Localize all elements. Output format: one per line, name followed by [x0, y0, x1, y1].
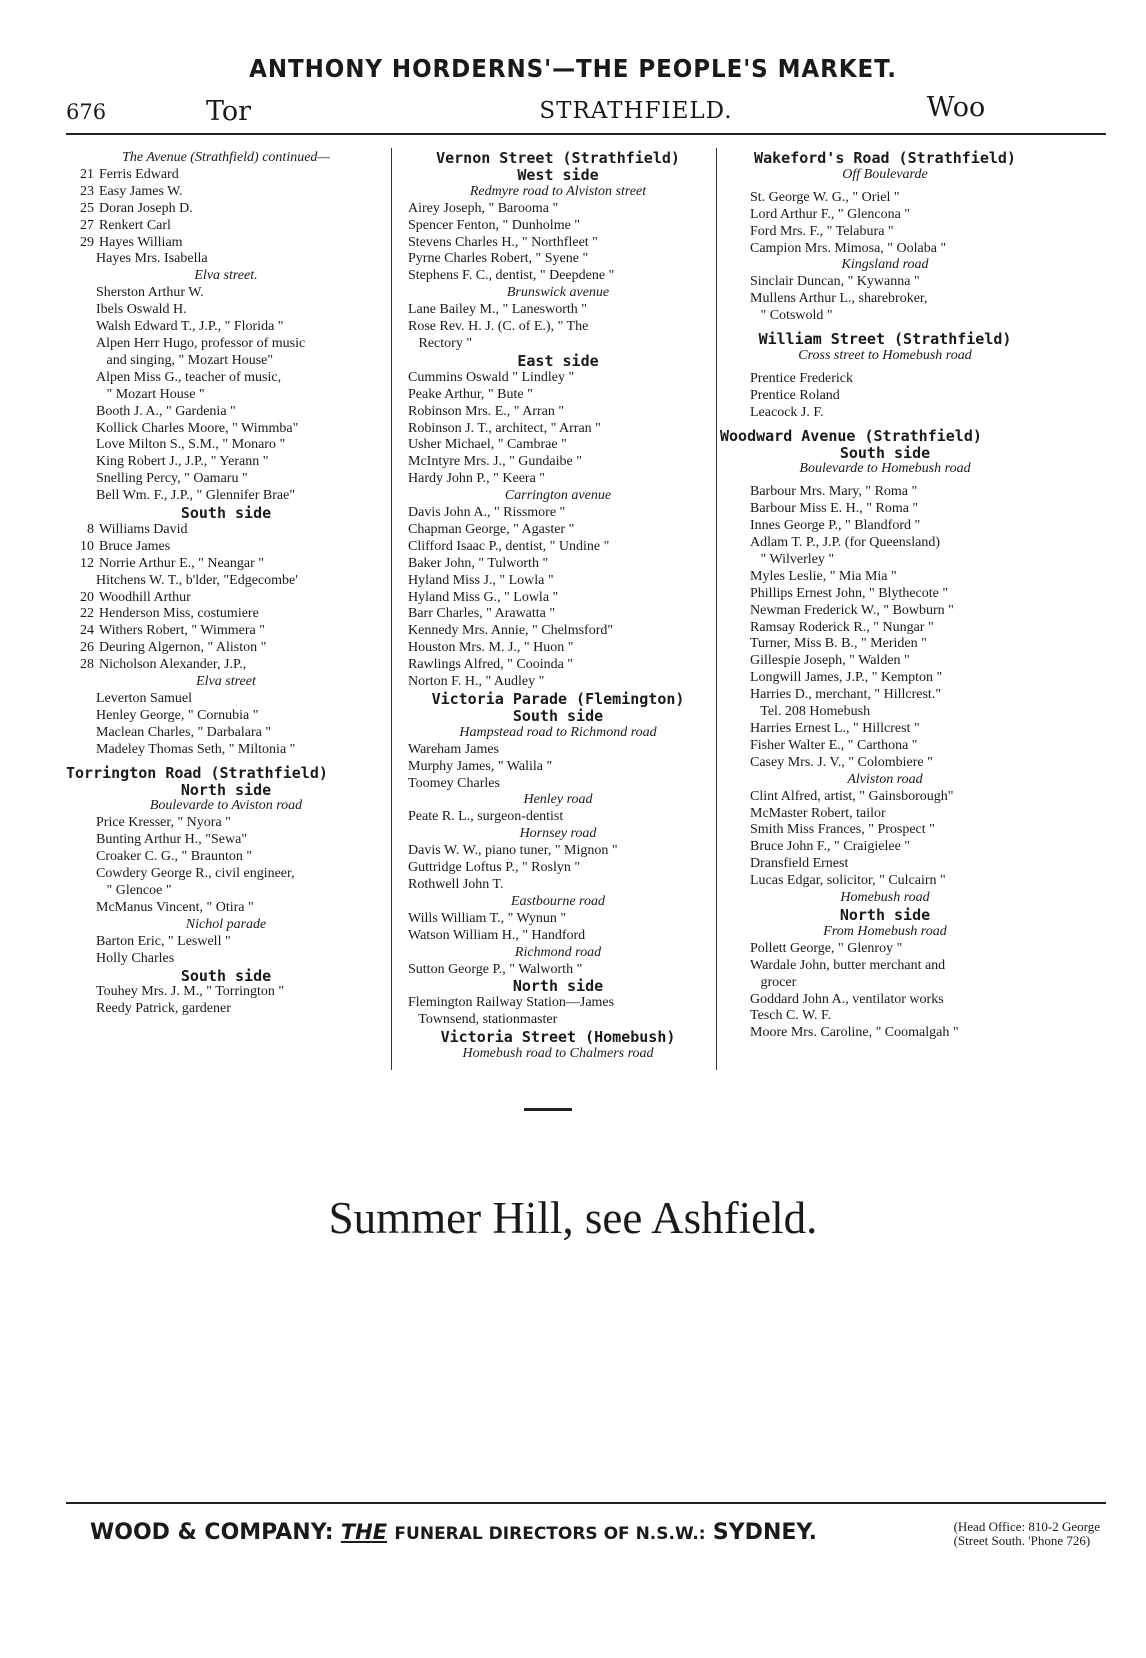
directory-entry: Rothwell John T.	[408, 876, 504, 892]
directory-entry: Robinson Mrs. E., " Arran "	[408, 403, 565, 419]
directory-entry: Stephens F. C., dentist, " Deepdene "	[408, 268, 615, 284]
directory-entry: Rawlings Alfred, " Cooinda "	[408, 657, 574, 673]
resident-name: Hayes William	[99, 234, 183, 250]
house-number: 22	[80, 606, 94, 622]
directory-entry: Harries Ernest L., " Hillcrest "	[750, 721, 920, 736]
directory-entry: Pollett George, " Glenroy "	[750, 940, 903, 956]
directory-entry: Pyrne Charles Robert, " Syene "	[408, 251, 589, 267]
directory-entry: Bell Wm. F., J.P., " Glennifer Brae"	[96, 488, 296, 504]
directory-entry: Holly Charles	[96, 950, 175, 966]
resident-name: Williams David	[99, 521, 188, 537]
side-heading: Wakeford's Road (Strathfield)	[754, 150, 1016, 167]
directory-entry: Sinclair Duncan, " Kywanna "	[750, 274, 920, 290]
directory-entry: Wareham James	[408, 741, 499, 757]
cross-street: Elva street	[196, 674, 256, 690]
directory-entry	[66, 218, 386, 235]
column-1	[66, 150, 386, 1018]
directory-entry: Hayes Mrs. Isabella	[96, 251, 208, 267]
directory-entry: Airey Joseph, " Barooma "	[408, 200, 559, 216]
directory-entry: Bruce John F., " Craigielee "	[750, 839, 910, 855]
side-heading: South side	[180, 505, 272, 522]
directory-entry: Hyland Miss J., " Lowla "	[408, 572, 554, 588]
directory-entry: Harries D., merchant, " Hillcrest."	[750, 687, 942, 703]
cross-street: Brunswick avenue	[506, 285, 610, 301]
side-heading: East side	[517, 352, 599, 370]
directory-entry: Cowdery George R., civil engineer,	[96, 866, 295, 882]
cross-street: Cross street to Homebush road	[798, 347, 972, 363]
directory-entry: Ibels Oswald H.	[96, 302, 187, 318]
directory-entry	[66, 235, 386, 252]
house-number: 29	[80, 234, 94, 250]
directory-entry: " Mozart House "	[96, 386, 205, 402]
cross-street: Carrington avenue	[504, 488, 612, 504]
cross-street: Nichol parade	[185, 916, 267, 932]
side-heading: Victoria Street (Homebush)	[440, 1029, 676, 1047]
directory-entry: Peate R. L., surgeon-dentist	[408, 809, 564, 825]
resident-name: Withers Robert, " Wimmera "	[99, 623, 265, 639]
page-banner: ANTHONY HORDERNS'—THE PEOPLE'S MARKET.	[249, 54, 897, 83]
directory-entry: Tesch C. W. F.	[750, 1008, 832, 1024]
directory-entry: Kennedy Mrs. Annie, " Chelmsford"	[408, 623, 614, 639]
section-dash	[524, 1108, 572, 1111]
resident-name: Renkert Carl	[99, 217, 171, 233]
directory-entry: Clifford Isaac P., dentist, " Undine "	[408, 538, 610, 554]
house-number: 20	[80, 589, 94, 605]
directory-entry	[66, 184, 386, 201]
directory-entry: Henley George, " Cornubia "	[96, 707, 259, 723]
directory-entry: Clint Alfred, artist, " Gainsborough"	[750, 788, 954, 804]
directory-entry: Hyland Miss G., " Lowla "	[408, 589, 559, 605]
right-guide-word: Woo	[926, 92, 986, 123]
column-3	[720, 150, 1050, 1042]
directory-entry: Usher Michael, " Cambrae "	[408, 437, 567, 453]
footer-rule	[66, 1502, 1106, 1504]
directory-entry: Watson William H., " Handford	[408, 927, 586, 943]
directory-entry: Chapman George, " Agaster "	[408, 521, 575, 537]
directory-entry: " Wilverley "	[750, 551, 835, 567]
directory-entry: Bunting Arthur H., "Sewa"	[96, 832, 248, 848]
cross-street: Homebush road to Chalmers road	[462, 1046, 654, 1062]
directory-entry: McMaster Robert, tailor	[750, 805, 886, 821]
directory-entry: Price Kresser, " Nyora "	[96, 815, 231, 831]
column-2	[408, 150, 708, 1063]
house-number: 28	[80, 657, 94, 673]
directory-entry: Barbour Mrs. Mary, " Roma "	[750, 484, 918, 500]
column-divider-2	[716, 148, 717, 1070]
directory-entry: Campion Mrs. Mimosa, " Oolaba "	[750, 240, 947, 256]
house-number: 10	[80, 538, 94, 554]
directory-entry: Phillips Ernest John, " Blythecote "	[750, 585, 949, 601]
directory-entry: Lord Arthur F., " Glencona "	[750, 206, 911, 222]
directory-entry: St. George W. G., " Oriel "	[750, 189, 900, 205]
directory-entry: Longwill James, J.P., " Kempton "	[750, 670, 943, 686]
directory-entry: Houston Mrs. M. J., " Huon "	[408, 640, 574, 656]
directory-entry: Stevens Charles H., " Northfleet "	[408, 234, 598, 250]
house-number: 8	[87, 521, 94, 537]
directory-entry: Peake Arthur, " Bute "	[408, 386, 533, 402]
cross-street: Boulevarde to Aviston road	[149, 798, 303, 814]
directory-entry: Reedy Patrick, gardener	[96, 1001, 231, 1017]
directory-entry: Sherston Arthur W.	[96, 285, 204, 301]
directory-entry: Rose Rev. H. J. (C. of E.), " The	[408, 319, 589, 335]
page-number: 676	[66, 100, 107, 124]
side-heading: William Street (Strathfield)	[758, 331, 1012, 348]
directory-entry: Davis John A., " Rissmore "	[408, 505, 566, 521]
directory-entry: Wills William T., " Wynun "	[408, 910, 567, 926]
directory-entry: Murphy James, " Walila "	[408, 758, 553, 774]
footer-address-line-2: (Street South. 'Phone 726)	[953, 1533, 1091, 1548]
directory-entry: Prentice Frederick	[750, 370, 854, 386]
resident-name: Nicholson Alexander, J.P.,	[99, 657, 247, 673]
directory-entry: " Glencoe "	[96, 882, 172, 898]
cross-street: Hampstead road to Richmond road	[459, 724, 657, 740]
directory-entry: Robinson J. T., architect, " Arran "	[408, 420, 601, 436]
cross-street: The Avenue (Strathfield) continued—	[122, 150, 330, 165]
directory-entry: Madeley Thomas Seth, " Miltonia "	[96, 741, 296, 757]
cross-reference-notice: Summer Hill, see Ashfield.	[328, 1193, 818, 1243]
directory-entry	[66, 201, 386, 218]
directory-entry: Booth J. A., " Gardenia "	[96, 403, 236, 419]
footer-address	[954, 1520, 1100, 1548]
directory-entry: Toomey Charles	[408, 775, 500, 791]
footer-tagline: FUNERAL DIRECTORS OF N.S.W.:	[394, 1524, 706, 1544]
directory-entry: Myles Leslie, " Mia Mia "	[750, 568, 897, 584]
cross-street: Alviston road	[847, 771, 923, 787]
resident-name: Easy James W.	[99, 183, 183, 199]
resident-name: Bruce James	[99, 538, 171, 554]
house-number: 26	[80, 640, 94, 656]
house-number: 23	[80, 183, 94, 199]
left-guide-word: Tor	[206, 96, 252, 127]
directory-entry: Croaker C. G., " Braunton "	[96, 849, 253, 865]
side-heading: South side	[839, 444, 931, 462]
side-heading: South side	[512, 707, 604, 725]
directory-entry: Maclean Charles, " Darbalara "	[96, 724, 272, 740]
section-title: STRATHFIELD.	[539, 98, 733, 124]
directory-entry: Norton F. H., " Audley "	[408, 674, 545, 690]
directory-entry: Fisher Walter E., " Carthona "	[750, 737, 918, 753]
directory-entry: Tel. 208 Homebush	[750, 704, 871, 720]
house-number: 25	[80, 200, 94, 216]
directory-entry: Davis W. W., piano tuner, " Mignon "	[408, 843, 618, 859]
house-number: 24	[80, 623, 94, 639]
directory-entry	[66, 606, 386, 623]
directory-entry	[66, 623, 386, 640]
side-heading: South side	[180, 967, 272, 985]
directory-entry: Goddard John A., ventilator works	[750, 991, 944, 1007]
directory-entry: McIntyre Mrs. J., " Gundaibe "	[408, 454, 582, 470]
directory-entry: Turner, Miss B. B., " Meriden "	[750, 636, 927, 652]
cross-street: Redmyre road to Alviston street	[469, 183, 647, 199]
directory-entry: Smith Miss Frances, " Prospect "	[750, 822, 935, 838]
directory-entry: Kollick Charles Moore, " Wimmba"	[96, 420, 299, 436]
footer-city: SYDNEY.	[712, 1520, 818, 1545]
directory-entry: Alpen Miss G., teacher of music,	[96, 369, 282, 385]
side-heading: Vernon Street (Strathfield)	[436, 150, 680, 167]
directory-entry: Baker John, " Tulworth "	[408, 555, 549, 571]
cross-street: Eastbourne road	[511, 893, 605, 909]
resident-name: Ferris Edward	[99, 166, 179, 182]
directory-entry	[66, 522, 386, 539]
directory-entry	[66, 556, 386, 573]
directory-entry	[66, 539, 386, 556]
directory-entry: Gillespie Joseph, " Walden "	[750, 653, 910, 669]
resident-name: Woodhill Arthur	[99, 589, 191, 605]
directory-entry: Guttridge Loftus P., " Roslyn "	[408, 860, 581, 876]
side-heading: North side	[512, 978, 604, 996]
directory-entry: Lane Bailey M., " Lanesworth "	[408, 302, 587, 318]
directory-entry: Ramsay Roderick R., " Nungar "	[750, 619, 934, 635]
side-heading: North side	[839, 906, 931, 924]
directory-entry: Casey Mrs. J. V., " Colombiere "	[750, 754, 933, 770]
street-heading: Torrington Road (Strathfield)	[66, 764, 328, 782]
directory-entry: Barton Eric, " Leswell "	[96, 933, 231, 949]
directory-entry	[66, 657, 386, 674]
footer-the: THE	[340, 1520, 388, 1544]
directory-entry: Lucas Edgar, solicitor, " Culcairn "	[750, 873, 946, 889]
page-header	[66, 92, 1106, 130]
cross-street: Homebush road	[840, 890, 930, 906]
directory-entry: Moore Mrs. Caroline, " Coomalgah "	[750, 1025, 959, 1041]
directory-entry: Prentice Roland	[750, 387, 840, 403]
column-divider-1	[391, 148, 392, 1070]
directory-entry: Sutton George P., " Walworth "	[408, 961, 583, 977]
directory-entry: Flemington Railway Station—James	[408, 995, 615, 1011]
directory-entry: King Robert J., J.P., " Yerann "	[96, 454, 269, 470]
side-heading: North side	[180, 781, 272, 799]
footer-main	[90, 1520, 817, 1545]
directory-entry: Love Milton S., S.M., " Monaro "	[96, 437, 286, 453]
directory-entry: grocer	[750, 974, 797, 990]
footer-company: WOOD & COMPANY:	[90, 1520, 334, 1545]
directory-entry: Dransfield Ernest	[750, 856, 849, 872]
directory-entry: Newman Frederick W., " Bowburn "	[750, 602, 954, 618]
house-number: 21	[80, 166, 94, 182]
side-heading: West side	[517, 166, 599, 184]
directory-entry: Leacock J. F.	[750, 404, 824, 420]
directory-entry	[66, 640, 386, 657]
cross-street: Kingsland road	[841, 257, 929, 273]
directory-entry: Touhey Mrs. J. M., " Torrington "	[96, 984, 285, 1000]
cross-street: Elva street.	[194, 268, 258, 284]
cross-street: Henley road	[523, 792, 593, 808]
cross-street: Richmond road	[514, 944, 602, 960]
resident-name: Henderson Miss, costumiere	[99, 606, 259, 622]
resident-name: Norrie Arthur E., " Neangar "	[99, 555, 264, 571]
house-number: 27	[80, 217, 94, 233]
directory-entry: Cummins Oswald " Lindley "	[408, 369, 575, 385]
directory-entry: Rectory "	[408, 335, 473, 351]
directory-entry: Ford Mrs. F., " Telabura "	[750, 223, 894, 239]
directory-entry: Townsend, stationmaster	[408, 1012, 558, 1028]
directory-entry: Adlam T. P., J.P. (for Queensland)	[750, 535, 941, 551]
directory-entry: Innes George P., " Blandford "	[750, 518, 921, 534]
side-heading: Victoria Parade (Flemington)	[431, 691, 685, 708]
directory-entry: " Cotswold "	[750, 308, 833, 324]
resident-name: Doran Joseph D.	[99, 200, 193, 216]
directory-entry: Walsh Edward T., J.P., " Florida "	[96, 319, 284, 335]
street-heading: Woodward Avenue (Strathfield)	[720, 427, 982, 445]
directory-entry: Barbour Miss E. H., " Roma "	[750, 501, 919, 517]
resident-name: Deuring Algernon, " Aliston "	[99, 640, 267, 656]
directory-entry: Alpen Herr Hugo, professor of music	[96, 335, 306, 351]
directory-entry: Snelling Percy, " Oamaru "	[96, 471, 248, 487]
directory-entry	[66, 167, 386, 184]
directory-entry	[66, 590, 386, 607]
directory-entry: Hitchens W. T., b'lder, "Edgecombe'	[96, 572, 298, 588]
cross-street: Off Boulevarde	[842, 166, 928, 182]
directory-entry: Spencer Fenton, " Dunholme "	[408, 217, 581, 233]
cross-street: Boulevarde to Homebush road	[799, 461, 971, 477]
directory-entry: McManus Vincent, " Otira "	[96, 899, 254, 915]
directory-entry: Leverton Samuel	[96, 691, 193, 706]
footer-advert	[90, 1518, 1100, 1558]
directory-entry: Mullens Arthur L., sharebroker,	[750, 291, 928, 307]
cross-street: From Homebush road	[823, 923, 947, 939]
footer-address-line-1: (Head Office: 810-2 George	[953, 1519, 1100, 1534]
directory-entry: Barr Charles, " Arawatta "	[408, 606, 556, 622]
directory-entry: Wardale John, butter merchant and	[750, 957, 946, 973]
cross-street: Hornsey road	[519, 826, 597, 842]
house-number: 12	[80, 555, 94, 571]
directory-entry: Hardy John P., " Keera "	[408, 471, 546, 487]
directory-entry: and singing, " Mozart House"	[96, 352, 274, 368]
header-rule	[66, 133, 1106, 135]
